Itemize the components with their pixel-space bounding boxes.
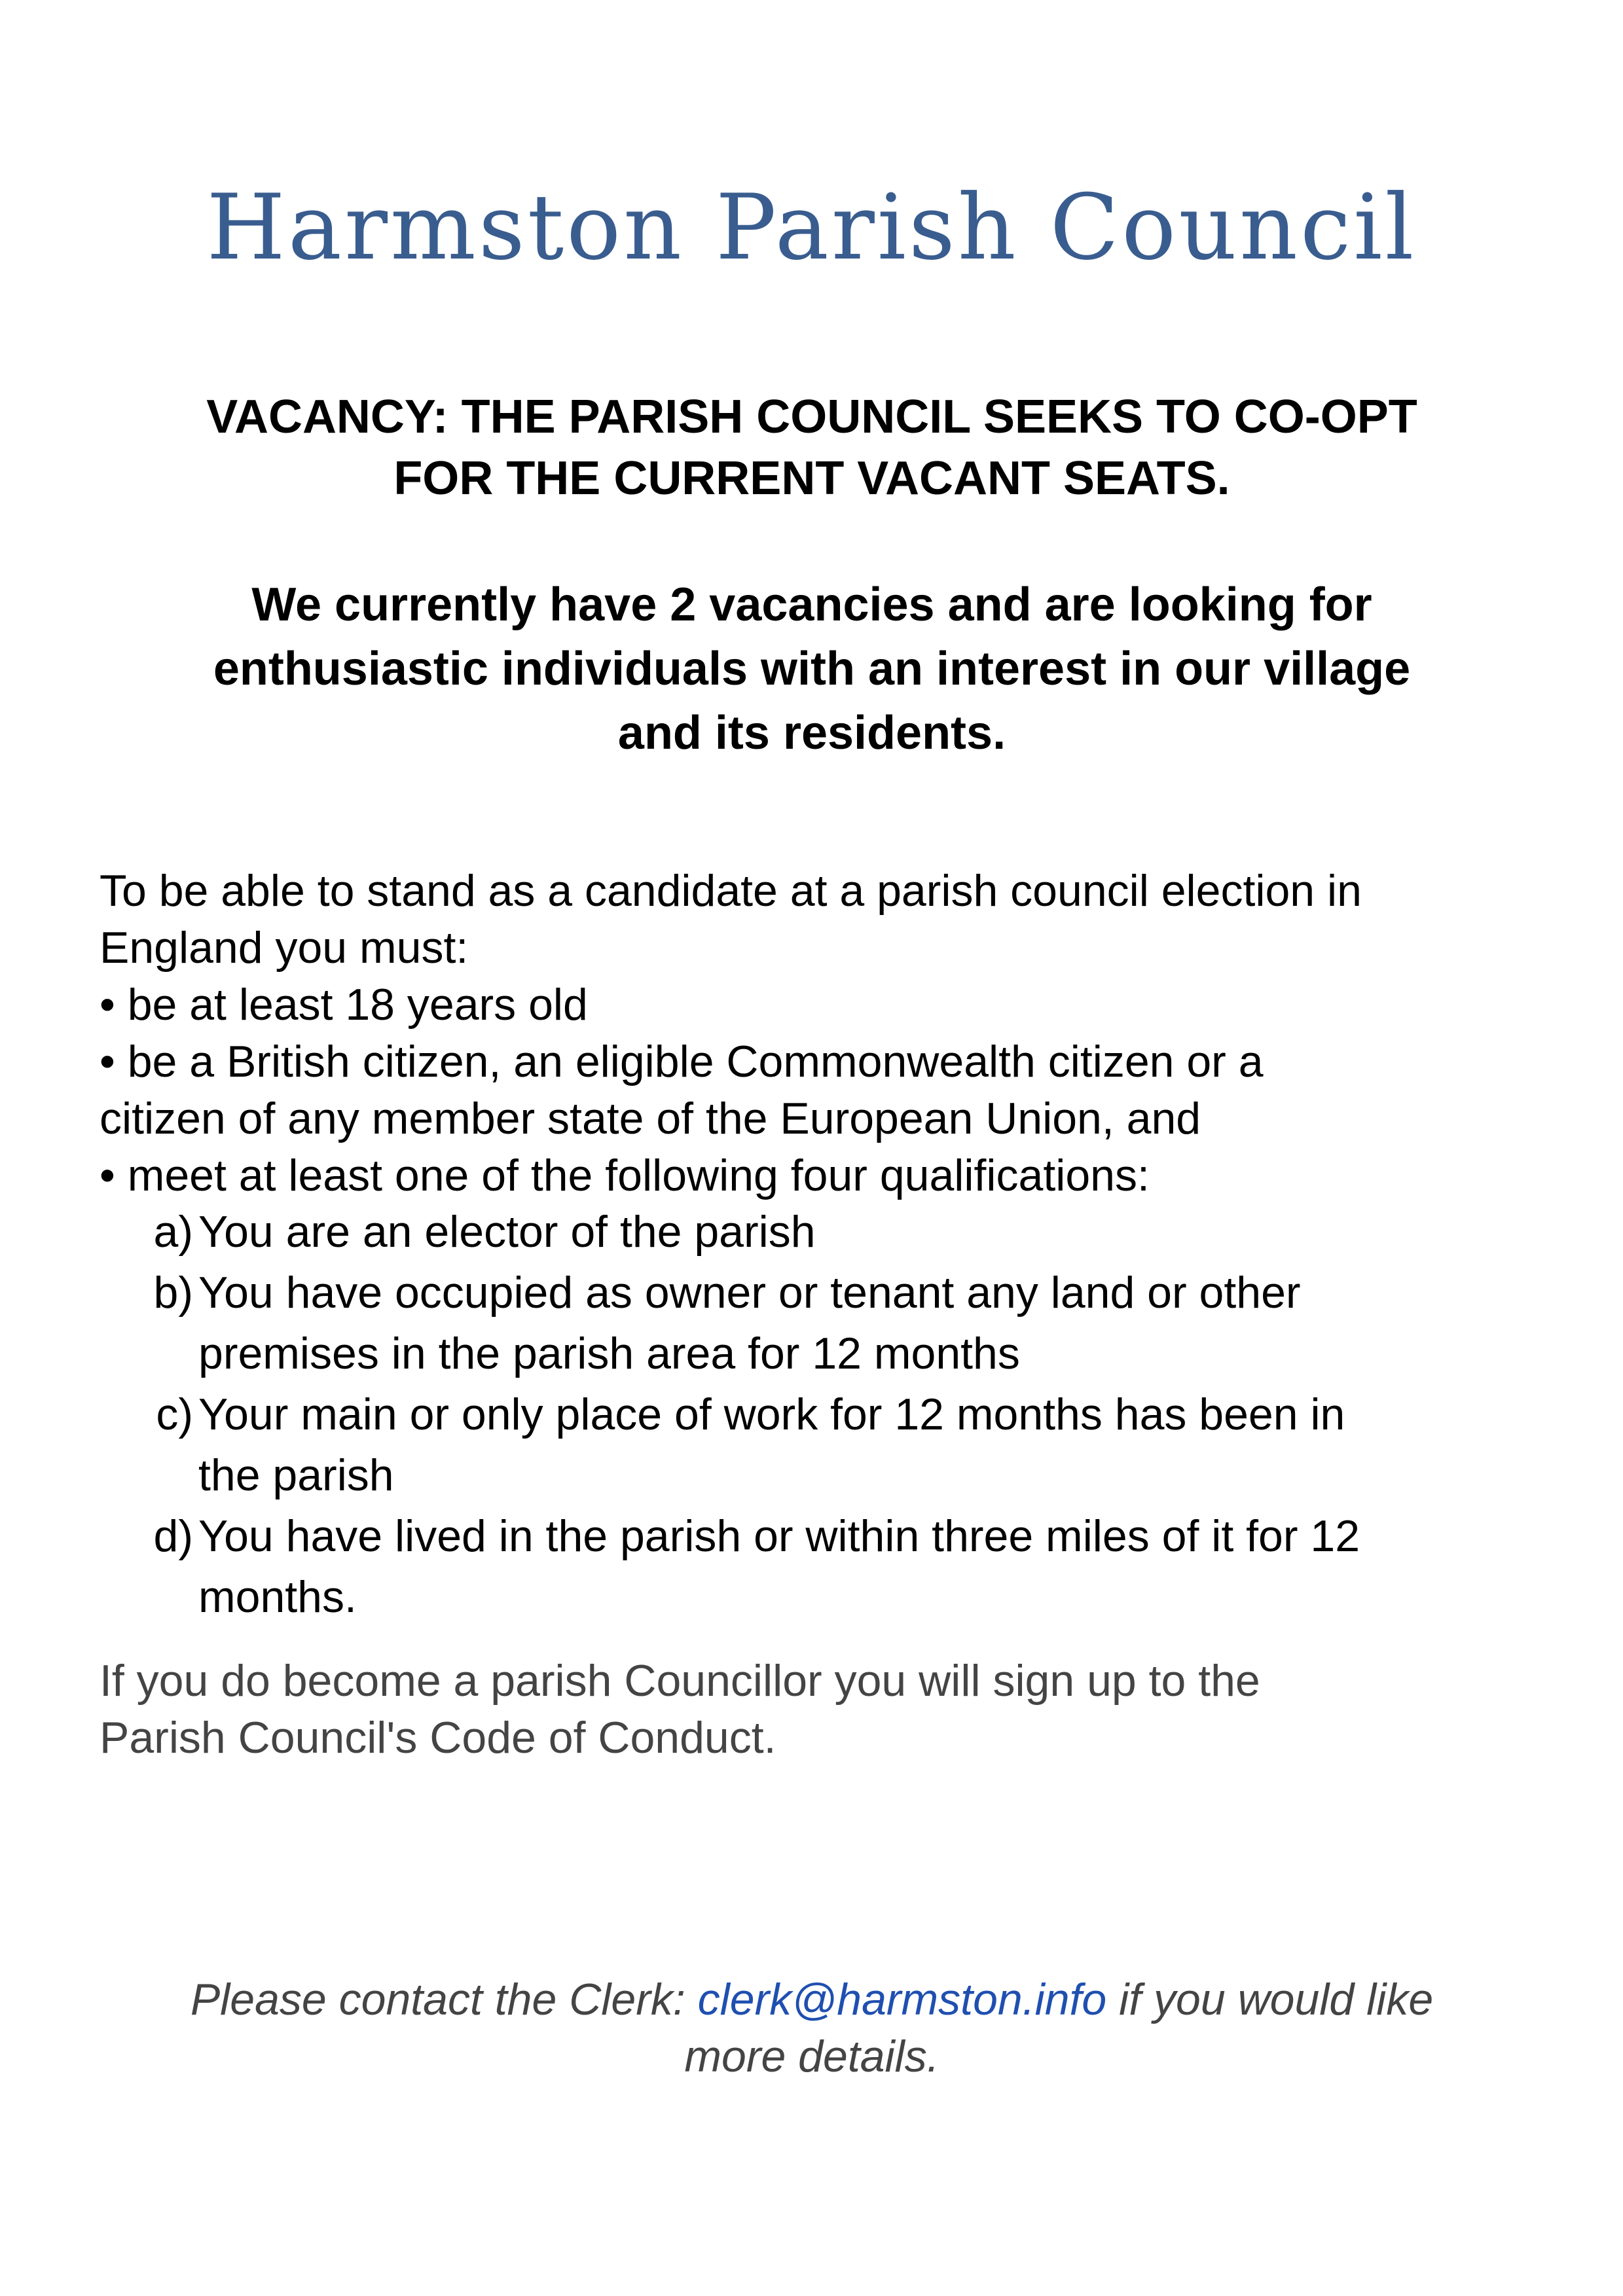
eligibility-bullet: • be a British citizen, an eligible Commonwealth citizen or a [100,1037,1264,1086]
contact-suffix: if you would like [1106,1975,1434,2024]
eligibility-bullet: • meet at least one of the following four qualifications: [100,1151,1150,1200]
vacancies-subheading-line: enthusiastic individuals with an interest in our village [213,643,1411,695]
qualification-text: months. [198,1572,357,1622]
code-of-conduct-line: If you do become a parish Councillor you will sign up to the [100,1656,1260,1706]
eligibility-bullet: • be at least 18 years old [100,980,588,1030]
contact-line [98,1971,1525,2028]
qualifications-list [100,1202,1540,1628]
contact-line: more details. [684,2032,939,2081]
page-title: Harmston Parish Council [206,175,1417,280]
qualification-text: You have occupied as owner or tenant any land or other [198,1268,1301,1318]
eligibility-intro-line: England you must: [100,923,469,973]
list-marker: b) [153,1268,193,1318]
qualification-text: the parish [198,1450,394,1500]
qualification-text: premises in the parish area for 12 months [198,1329,1020,1378]
list-marker: c) [156,1390,193,1439]
qualification-text: Your main or only place of work for 12 months has been in [198,1390,1345,1439]
qualification-item-d [100,1506,1540,1628]
clerk-email-link[interactable]: clerk@harmston.info [697,1975,1107,2024]
code-of-conduct-line: Parish Council's Code of Conduct. [100,1713,776,1763]
vacancy-heading-line: FOR THE CURRENT VACANT SEATS. [393,452,1230,505]
qualification-item-c [100,1384,1540,1506]
contact-note [98,1971,1525,2085]
qualification-item-a [100,1202,1540,1263]
qualification-text: You are an elector of the parish [198,1207,816,1257]
eligibility-requirements [100,863,1540,1204]
list-marker: d) [153,1511,193,1561]
code-of-conduct-note [100,1653,1540,1767]
eligibility-intro-line: To be able to stand as a candidate at a parish council election in [100,866,1362,916]
qualification-text: You have lived in the parish or within three miles of it for 12 [198,1511,1360,1561]
qualification-item-b [100,1263,1540,1384]
vacancy-heading [85,386,1539,509]
vacancies-subheading-line: and its residents. [617,707,1006,759]
contact-prefix: Please contact the Clerk: [190,1975,698,2024]
vacancies-subheading [85,573,1539,765]
list-marker: a) [153,1207,193,1257]
eligibility-bullet-continuation: citizen of any member state of the European Union, and [100,1094,1201,1143]
vacancies-subheading-line: We currently have 2 vacancies and are looking for [251,579,1372,631]
vacancy-heading-line: VACANCY: THE PARISH COUNCIL SEEKS TO CO-OPT [206,391,1417,443]
